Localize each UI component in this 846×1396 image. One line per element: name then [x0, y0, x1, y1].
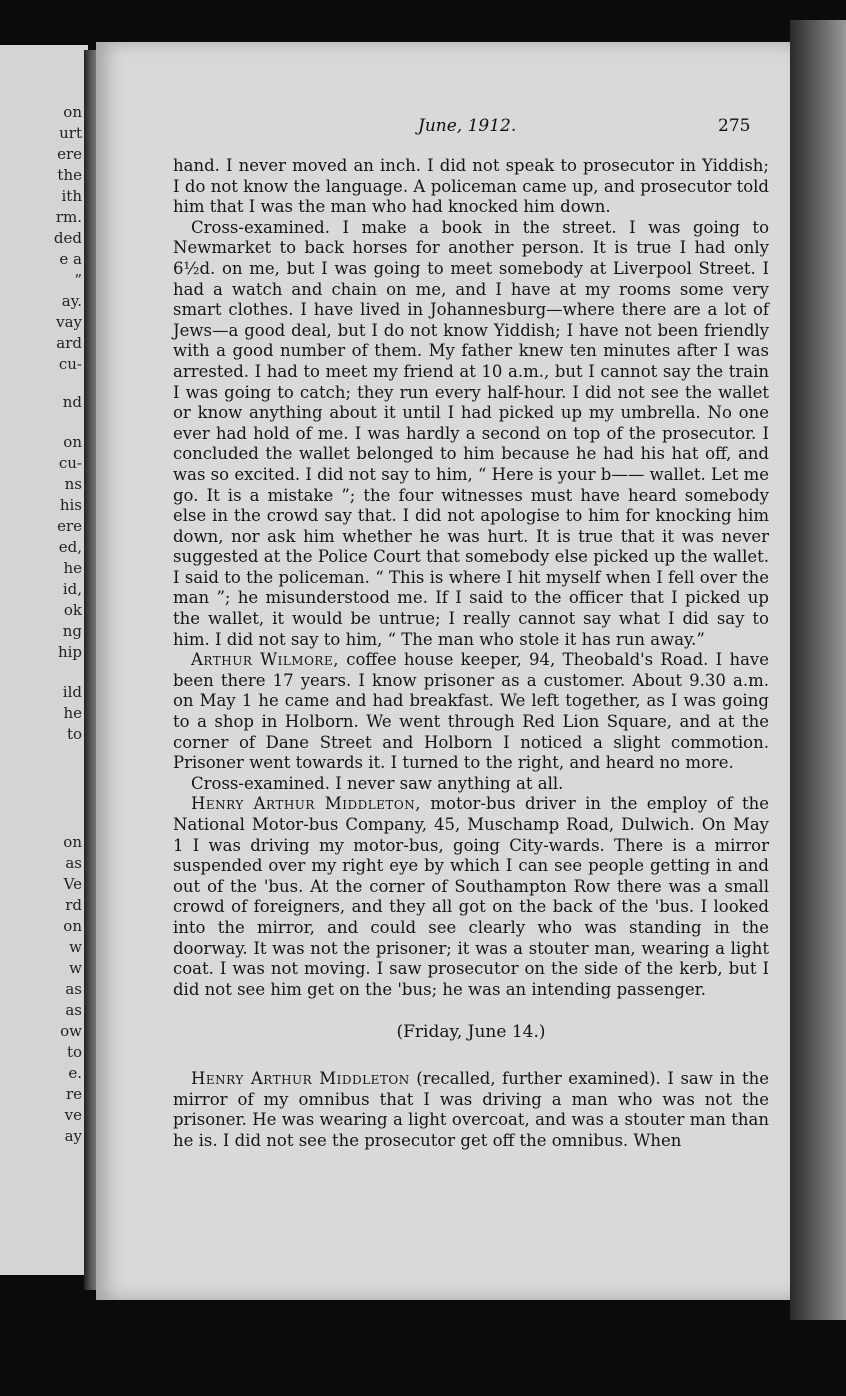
- facing-page-fragment: e.: [68, 1064, 82, 1082]
- facing-page-fragment: ith: [61, 187, 82, 205]
- facing-page-fragment: id,: [62, 580, 82, 598]
- facing-page-fragment: Ve: [63, 875, 82, 893]
- facing-page-fragment: urt: [59, 124, 82, 142]
- paragraph-text: (recalled, further examined). I saw in the mirror of my omnibus that I was driving a man who was not the prisoner. He was wearing a light overcoat, and was a stouter man than he is. I did not see the prosecutor get off the omnibus. When: [173, 1068, 769, 1150]
- facing-page-fragment: ed,: [58, 538, 82, 556]
- facing-page-fragment: w: [69, 938, 82, 956]
- facing-page-fragment: ng: [62, 622, 82, 640]
- facing-page-fragment: w: [69, 959, 82, 977]
- paragraph: [173, 794, 769, 1000]
- facing-page-fragment: ok: [63, 601, 82, 619]
- facing-page: [0, 45, 88, 1275]
- facing-page-fragment: ere: [57, 517, 82, 535]
- witness-name: Henry Arthur Middleton,: [191, 794, 422, 814]
- facing-page-fragment: cu-: [58, 454, 82, 472]
- facing-page-fragment: ded: [53, 229, 82, 247]
- page-header: [96, 116, 793, 140]
- facing-page-fragment: ere: [57, 145, 82, 163]
- facing-page-fragment: ve: [64, 1106, 82, 1124]
- facing-page-fragment: ay.: [61, 292, 82, 310]
- paragraph: hand. I never moved an inch. I did not speak to prosecutor in Yiddish; I do not know the language. A policeman came up, and prosecutor told him that I was the man who had knocked him down.: [173, 156, 769, 217]
- witness-name: Henry Arthur Middleton: [191, 1068, 410, 1088]
- facing-page-fragment: on: [63, 103, 82, 121]
- paragraph: Cross-examined. I make a book in the street. I was going to Newmarket to back horses for another person. It is true I had only 6½d. on me, but I was going to meet somebody at Liverpool Street. I had a watch and chain on me, and I have at my rooms some very smart clothes. I have lived in Johannesburg—where there are a lot of Jews—a good deal, but I do not know Yiddish; I have not been friendly with a good number of them. My father knew ten minutes after I was arrested. I had to meet my friend at 10 a.m., but I cannot say the train I was going to catch; they run every half-hour. I did not see the wallet or know anything about it until I had picked up my umbrella. No one ever had hold of me. I was hardly a second on top of the prosecutor. I concluded the wallet belonged to him because he had his hat off, and was so excited. I did not say to him, “ Here is your b—— wallet. Let me go. It is a mistake ”; the four witnesses must have heard somebody else in the crowd say that. I did not apologise to him for knocking him down, nor ask him whether he was hurt. It is true that it was never suggested at the Police Court that somebody else picked up the wallet. I said to the policeman. “ This is where I hit myself when I fell over the man ”; he misunderstood me. If I said to the officer that I picked up the wallet, it would be untrue; I really cannot say what I did say to him. I did not say to him, “ The man who stole it has run away.”: [173, 217, 769, 649]
- facing-page-fragment: the: [57, 166, 82, 184]
- facing-page-fragment: re: [65, 1085, 82, 1103]
- facing-page-fragment: as: [65, 1001, 82, 1019]
- facing-page-fragment: ard: [56, 334, 82, 352]
- facing-page-fragment: rm.: [55, 208, 82, 226]
- facing-page-fragment: on: [63, 833, 82, 851]
- facing-page-fragment: his: [59, 496, 82, 514]
- book-page: [96, 42, 793, 1300]
- page-edge-stack: [790, 20, 846, 1320]
- facing-page-fragment: as: [65, 980, 82, 998]
- facing-page-fragment: nd: [62, 393, 82, 411]
- page-number: 275: [718, 116, 751, 136]
- paragraph-text: motor-bus driver in the employ of the National Motor-bus Company, 45, Muschamp Road, Dulwich. On May 1 I was driving my motor-bus, going City-wards. There is a mirror suspended over my right eye by which I can see people getting in and out of the 'bus. At the corner of Southampton Row there was a small crowd of foreigners, and they all got on the back of the 'bus. I looked into the mirror, and could see clearly who was standing in the doorway. It was not the prisoner; it was a stouter man, wearing a light coat. I was not moving. I saw prosecutor on the side of the kerb, but I did not see him get on the 'bus; he was an intending passenger.: [173, 794, 770, 999]
- facing-page-fragment: ”: [74, 271, 82, 289]
- facing-page-fragment: he: [63, 704, 82, 722]
- facing-page-fragment: ns: [64, 475, 82, 493]
- facing-page-fragment: on: [63, 917, 82, 935]
- facing-page-fragment: on: [63, 433, 82, 451]
- paragraph: [173, 1069, 769, 1151]
- facing-page-fragment: to: [66, 725, 82, 743]
- body-text: [173, 156, 769, 1151]
- facing-page-fragment: to: [66, 1043, 82, 1061]
- facing-page-fragment: rd: [65, 896, 82, 914]
- paragraph-text: coffee house keeper, 94, Theobald's Road. I have been there 17 years. I know prisoner as a customer. About 9.30 a.m. on May 1 he came and had breakfast. We left together, as I was going to a shop in Holborn. We went through Red Lion Square, and at the corner of Dane Street and Holborn I noticed a slight commotion. Prisoner went towards it. I turned to the right, and heard no more.: [173, 650, 769, 773]
- facing-page-fragment: vay: [56, 313, 82, 331]
- paragraph: Cross-examined. I never saw anything at all.: [191, 773, 564, 793]
- facing-page-fragment: ild: [62, 683, 82, 701]
- facing-page-fragment: ow: [60, 1022, 82, 1040]
- facing-page-fragment: ay: [64, 1127, 82, 1145]
- paragraph: [173, 650, 769, 774]
- witness-name: Arthur Wilmore,: [191, 650, 339, 670]
- facing-page-fragment: cu-: [58, 355, 82, 373]
- facing-page-fragment: hip: [57, 643, 82, 661]
- facing-page-fragment: he: [63, 559, 82, 577]
- date-heading: (Friday, June 14.): [396, 1022, 546, 1043]
- facing-page-fragment: e a: [59, 250, 82, 268]
- running-title: June, 1912.: [418, 116, 517, 136]
- facing-page-fragment: as: [65, 854, 82, 872]
